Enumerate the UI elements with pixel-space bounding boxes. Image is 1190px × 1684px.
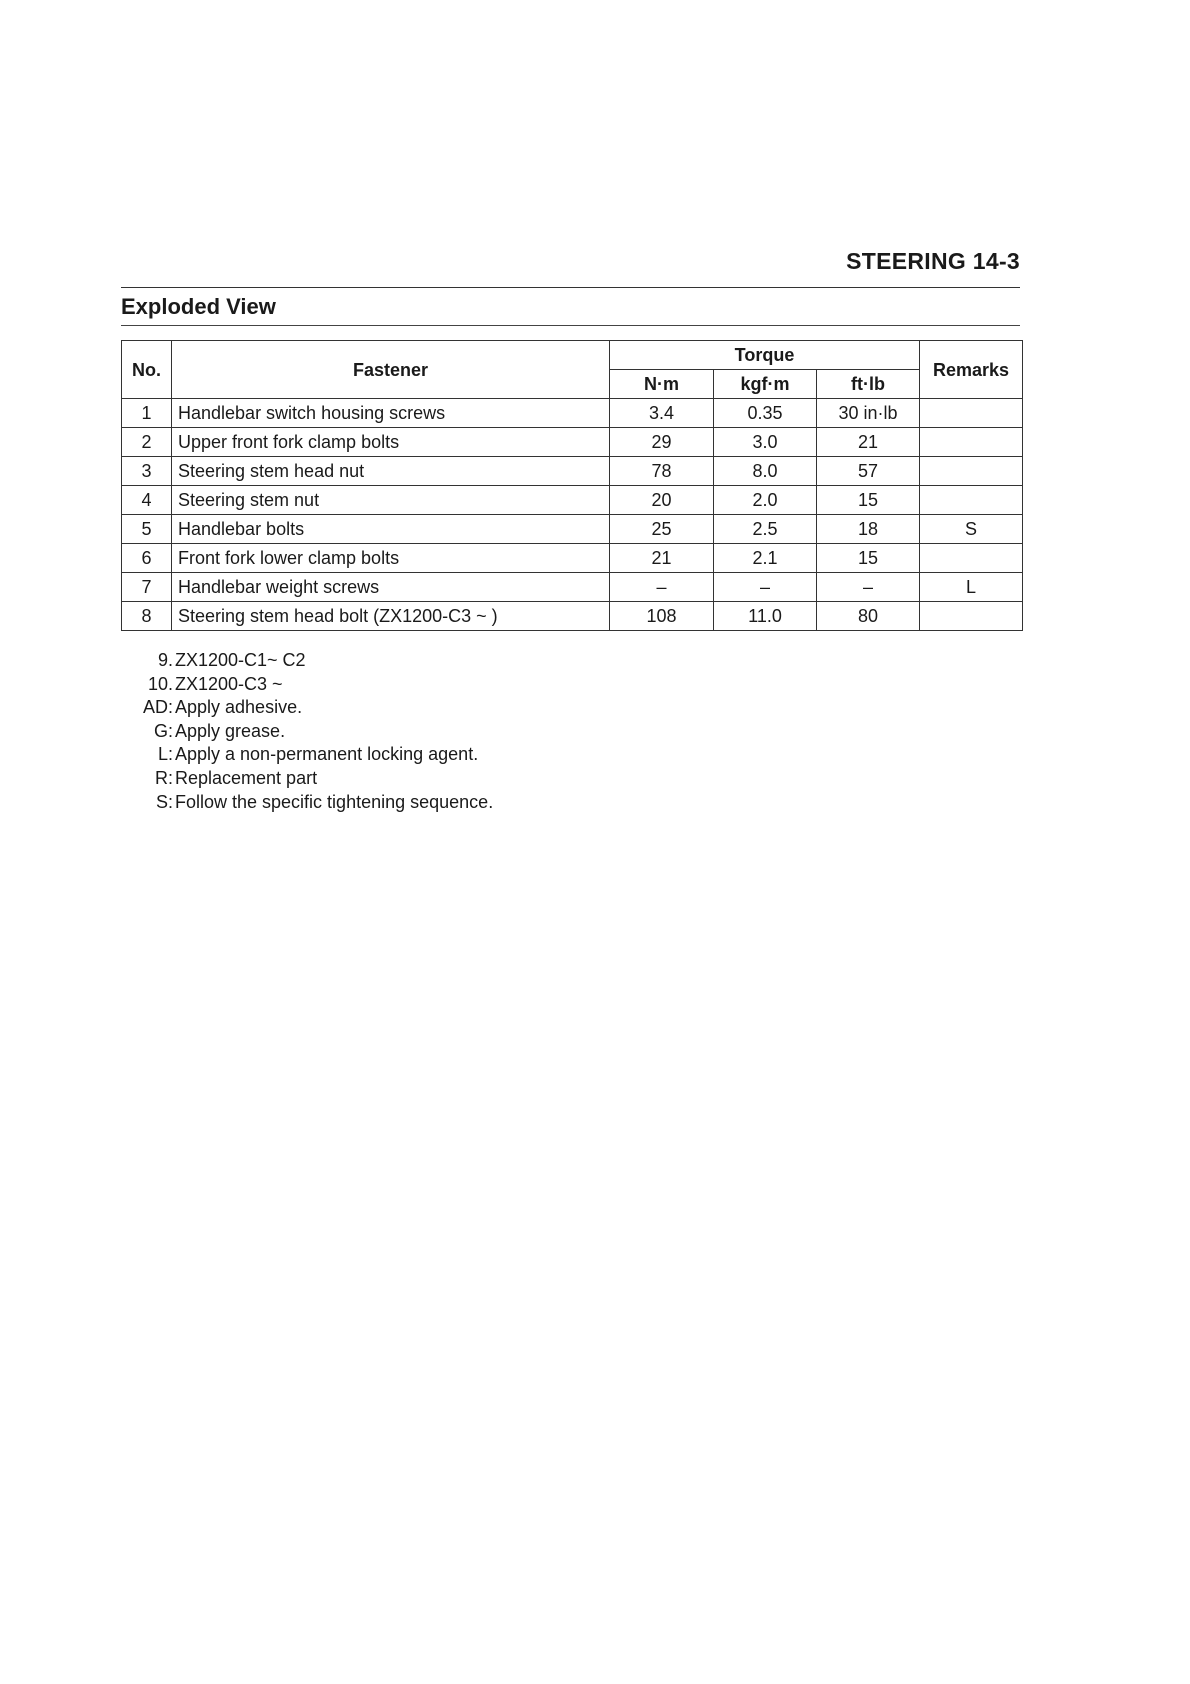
row-fastener: Handlebar switch housing screws <box>172 399 610 428</box>
row-no: 6 <box>122 544 172 573</box>
header-torque: Torque <box>610 341 920 370</box>
row-nm: – <box>610 573 714 602</box>
row-ftlb: 15 <box>817 544 920 573</box>
row-nm: 25 <box>610 515 714 544</box>
row-fastener: Upper front fork clamp bolts <box>172 428 610 457</box>
row-no: 2 <box>122 428 172 457</box>
row-fastener: Steering stem head nut <box>172 457 610 486</box>
note-item <box>121 649 493 673</box>
note-text: ZX1200-C3 ~ <box>175 673 283 694</box>
header-no: No. <box>122 341 172 399</box>
section-rule <box>121 325 1020 326</box>
table-row <box>122 573 1023 602</box>
table-row <box>122 457 1023 486</box>
row-no: 4 <box>122 486 172 515</box>
row-nm: 108 <box>610 602 714 631</box>
row-ftlb: 18 <box>817 515 920 544</box>
header-ftlb: ft·lb <box>817 370 920 399</box>
note-item <box>121 673 493 697</box>
row-no: 1 <box>122 399 172 428</box>
row-remarks: S <box>920 515 1023 544</box>
note-key: 9. <box>157 650 173 670</box>
row-kgfm: 8.0 <box>714 457 817 486</box>
header-kgfm: kgf·m <box>714 370 817 399</box>
note-key: S: <box>155 791 173 812</box>
table-row <box>122 544 1023 573</box>
row-ftlb: 15 <box>817 486 920 515</box>
notes-list <box>121 649 493 814</box>
header-remarks: Remarks <box>920 341 1023 399</box>
note-text: Apply grease. <box>175 720 286 741</box>
row-kgfm: 3.0 <box>714 428 817 457</box>
row-remarks: L <box>920 573 1023 602</box>
row-fastener: Handlebar bolts <box>172 515 610 544</box>
note-item <box>121 767 493 791</box>
note-text: Apply adhesive. <box>175 697 303 718</box>
row-nm: 21 <box>610 544 714 573</box>
header-nm: N·m <box>610 370 714 399</box>
row-ftlb: 80 <box>817 602 920 631</box>
row-fastener: Front fork lower clamp bolts <box>172 544 610 573</box>
row-ftlb: 30 in·lb <box>817 399 920 428</box>
row-ftlb: 21 <box>817 428 920 457</box>
table-row <box>122 602 1023 631</box>
table-row <box>122 486 1023 515</box>
page-title: STEERING 14-3 <box>846 248 1020 274</box>
row-fastener: Handlebar weight screws <box>172 573 610 602</box>
row-kgfm: 11.0 <box>714 602 817 631</box>
row-kgfm: 2.1 <box>714 544 817 573</box>
note-item <box>121 791 493 815</box>
header-fastener: Fastener <box>172 341 610 399</box>
row-ftlb: – <box>817 573 920 602</box>
row-remarks <box>920 457 1023 486</box>
header-rule <box>121 287 1020 288</box>
row-fastener: Steering stem head bolt (ZX1200-C3 ~ ) <box>172 602 610 631</box>
note-text: Follow the specific tightening sequence. <box>175 791 494 812</box>
row-kgfm: 0.35 <box>714 399 817 428</box>
note-item <box>121 743 493 767</box>
torque-table <box>121 340 1023 631</box>
row-no: 7 <box>122 573 172 602</box>
row-no: 8 <box>122 602 172 631</box>
row-remarks <box>920 399 1023 428</box>
note-key: AD: <box>142 697 173 718</box>
section-title: Exploded View <box>121 294 276 319</box>
row-remarks <box>920 544 1023 573</box>
note-key: G: <box>153 720 173 741</box>
row-kgfm: 2.5 <box>714 515 817 544</box>
row-no: 5 <box>122 515 172 544</box>
row-remarks <box>920 428 1023 457</box>
note-item <box>121 720 493 744</box>
row-fastener: Steering stem nut <box>172 486 610 515</box>
note-item <box>121 696 493 720</box>
row-nm: 29 <box>610 428 714 457</box>
note-key: L: <box>157 744 173 765</box>
note-text: Apply a non-permanent locking agent. <box>175 744 479 765</box>
row-kgfm: 2.0 <box>714 486 817 515</box>
note-text: Replacement part <box>175 767 318 788</box>
row-ftlb: 57 <box>817 457 920 486</box>
table-row <box>122 428 1023 457</box>
table-row <box>122 399 1023 428</box>
row-remarks <box>920 602 1023 631</box>
row-remarks <box>920 486 1023 515</box>
note-key: 10. <box>147 673 173 694</box>
row-nm: 20 <box>610 486 714 515</box>
row-kgfm: – <box>714 573 817 602</box>
row-no: 3 <box>122 457 172 486</box>
note-key: R: <box>155 767 173 788</box>
row-nm: 3.4 <box>610 399 714 428</box>
table-row <box>122 515 1023 544</box>
note-text: ZX1200-C1~ C2 <box>175 650 306 670</box>
row-nm: 78 <box>610 457 714 486</box>
